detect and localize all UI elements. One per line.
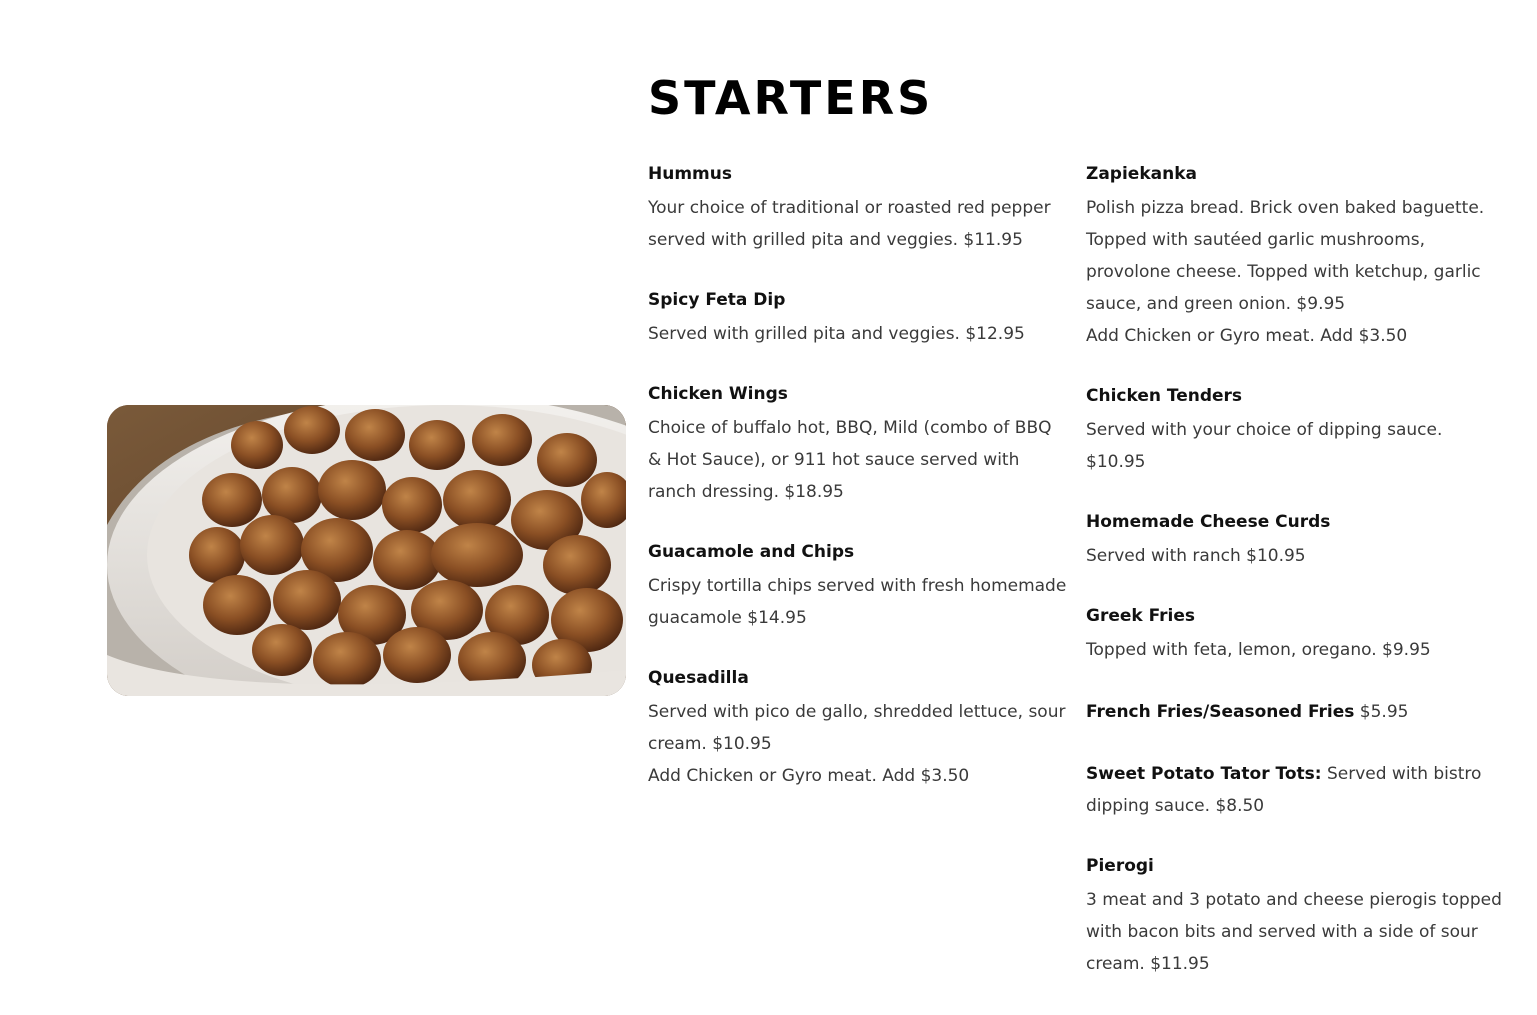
item-name: Quesadilla <box>648 668 749 688</box>
menu-column-left <box>648 160 1068 822</box>
item-name: French Fries/Seasoned Fries <box>1086 702 1355 722</box>
item-name: Guacamole and Chips <box>648 542 855 562</box>
menu-item <box>648 538 1068 634</box>
item-description: Served with bistro dipping sauce. $8.50 <box>1086 764 1482 816</box>
menu-item <box>1086 602 1506 666</box>
item-name: Zapiekanka <box>1086 164 1197 184</box>
menu-item <box>648 160 1068 256</box>
item-addon: Add Chicken or Gyro meat. Add $3.50 <box>648 766 970 786</box>
menu-item <box>1086 758 1506 822</box>
section-title: STARTERS <box>648 71 934 125</box>
item-description: Polish pizza bread. Brick oven baked baguette. Topped with sautéed garlic mushrooms, provolone cheese. Topped with ketchup, garlic sauce, and green onion. $9.95 <box>1086 198 1485 314</box>
item-name: Spicy Feta Dip <box>648 290 786 310</box>
item-name: Pierogi <box>1086 856 1154 876</box>
item-name: Hummus <box>648 164 732 184</box>
menu-item <box>648 380 1068 508</box>
item-name: Homemade Cheese Curds <box>1086 512 1331 532</box>
item-name: Chicken Wings <box>648 384 788 404</box>
item-addon: Add Chicken or Gyro meat. Add $3.50 <box>1086 326 1408 346</box>
menu-item <box>1086 852 1506 980</box>
menu-item <box>1086 382 1506 478</box>
item-name: Chicken Tenders <box>1086 386 1243 406</box>
item-description: $5.95 <box>1354 702 1409 722</box>
item-description: Choice of buffalo hot, BBQ, Mild (combo of BBQ & Hot Sauce), or 911 hot sauce served with ranch dressing. $18.95 <box>648 418 1052 502</box>
item-name: Greek Fries <box>1086 606 1196 626</box>
item-description: Served with pico de gallo, shredded lettuce, sour cream. $10.95 <box>648 702 1066 754</box>
menu-item <box>648 664 1068 792</box>
item-description: Served with your choice of dipping sauce. $10.95 <box>1086 420 1443 472</box>
item-name: Sweet Potato Tator Tots: <box>1086 764 1322 784</box>
item-description: Your choice of traditional or roasted red pepper served with grilled pita and veggies. $11.95 <box>648 198 1051 250</box>
item-description: Served with grilled pita and veggies. $12.95 <box>648 324 1025 344</box>
menu-item <box>1086 160 1506 352</box>
food-photo <box>107 405 626 696</box>
item-description: Served with ranch $10.95 <box>1086 546 1306 566</box>
item-inline <box>1086 758 1506 822</box>
item-description: Crispy tortilla chips served with fresh homemade guacamole $14.95 <box>648 576 1067 628</box>
item-description: Topped with feta, lemon, oregano. $9.95 <box>1086 640 1431 660</box>
item-inline <box>1086 696 1506 728</box>
menu-item <box>648 286 1068 350</box>
menu-column-right <box>1086 160 1506 1010</box>
menu-item <box>1086 508 1506 572</box>
item-description: 3 meat and 3 potato and cheese pierogis topped with bacon bits and served with a side of sour cream. $11.95 <box>1086 890 1502 974</box>
menu-item <box>1086 696 1506 728</box>
